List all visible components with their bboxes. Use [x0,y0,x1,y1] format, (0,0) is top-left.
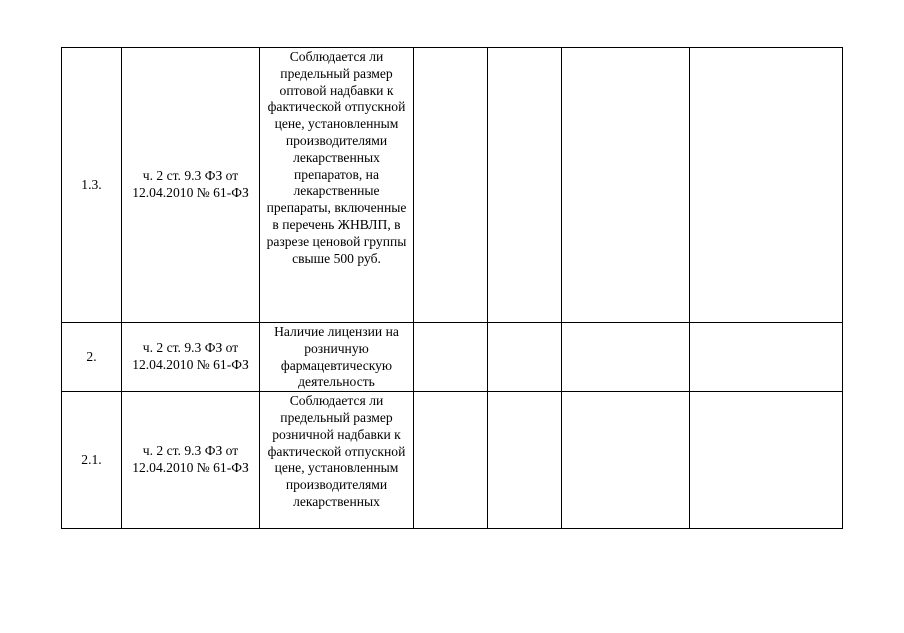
empty-cell [414,323,488,392]
empty-cell [488,48,562,323]
criterion-text: Соблюдается ли предельный размер оптовой надбавки к фактической отпускной цене, установленным производителями лекарственных препаратов, на лекарственные препараты, включенные в перечень ЖНВЛП, в разрезе ценовой группы свыше 500 руб. [260,48,414,323]
legal-reference: ч. 2 ст. 9.3 ФЗ от 12.04.2010 № 61-ФЗ [122,392,260,529]
row-number: 2. [62,323,122,392]
empty-cell [690,392,843,529]
inspection-checklist-table [61,47,843,529]
table-row [62,323,843,392]
criterion-text: Наличие лицензии на розничную фармацевтическую деятельность [260,323,414,392]
table-row [62,48,843,323]
empty-cell [414,48,488,323]
legal-reference: ч. 2 ст. 9.3 ФЗ от 12.04.2010 № 61-ФЗ [122,323,260,392]
empty-cell [690,48,843,323]
criterion-text: Соблюдается ли предельный размер розничной надбавки к фактической отпускной цене, установленным производителями лекарственных [260,392,414,529]
empty-cell [690,323,843,392]
row-number: 2.1. [62,392,122,529]
empty-cell [562,392,690,529]
empty-cell [562,48,690,323]
empty-cell [488,392,562,529]
legal-reference: ч. 2 ст. 9.3 ФЗ от 12.04.2010 № 61-ФЗ [122,48,260,323]
empty-cell [488,323,562,392]
row-number: 1.3. [62,48,122,323]
table-row [62,392,843,529]
empty-cell [414,392,488,529]
empty-cell [562,323,690,392]
